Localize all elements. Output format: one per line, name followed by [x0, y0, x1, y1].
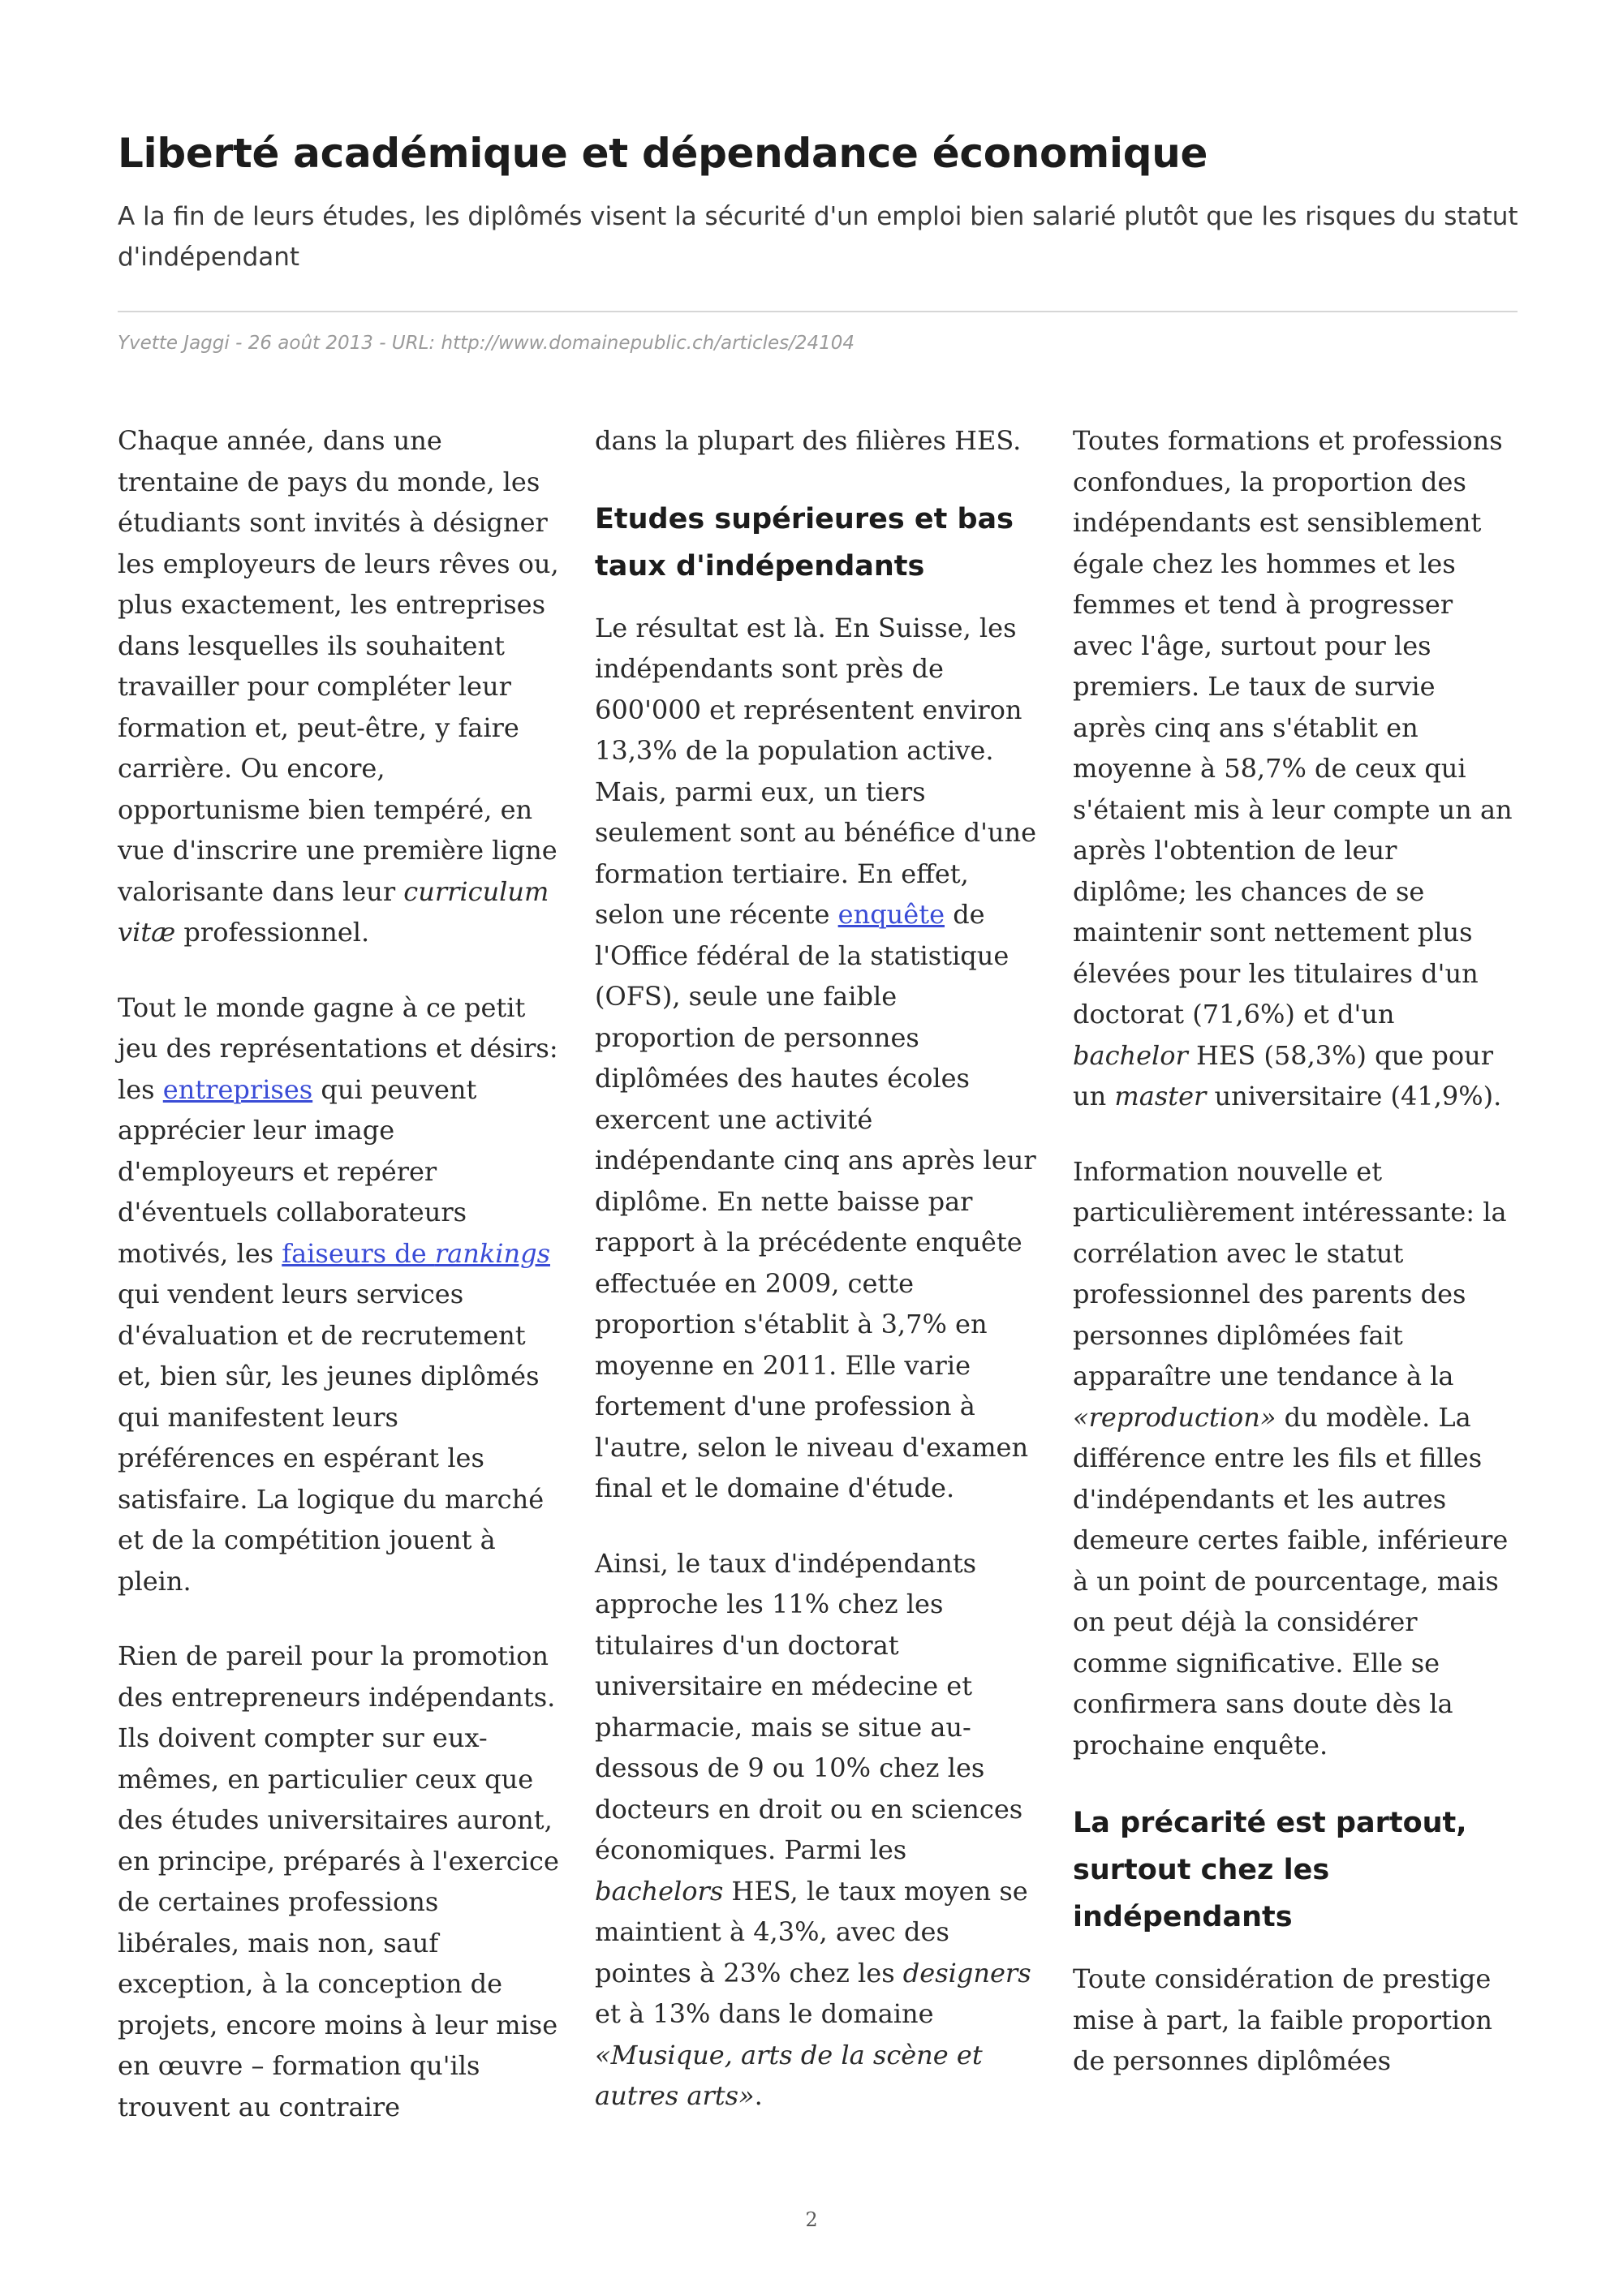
text-column-1	[118, 420, 560, 2161]
paragraph: Information nouvelle et particulièrement intéressante: la corrélation avec le statut professionnel des parents des personnes diplômées fait apparaître une tendance à la «reproduction» du modèle. La différence entre les fils et filles d'indépendants et les autres demeure certes faible, inférieure à un point de pourcentage, mais on peut déjà la considérer comme significative. Elle se confirmera sans doute dès la prochaine enquête.	[1073, 1155, 1509, 1761]
paragraph: Tout le monde gagne à ce petit jeu des représentations et désirs: les entreprises qui peuvent apprécier leur image d'employeurs et repérer d'éventuels collaborateurs motivés, les faiseurs de rankings qui vendent leurs services d'évaluation et de recrutement et, bien sûr, les jeunes diplômés qui manifestent leurs préférences en espérant les satisfaire. La logique du marché et de la compétition jouent à plein.	[118, 991, 558, 1597]
article-byline: Yvette Jaggi - 26 août 2013 - URL: http://www.domainepublic.ch/articles/24104	[118, 333, 855, 354]
link-entreprises[interactable]: entreprises	[162, 1073, 313, 1105]
link-enquete[interactable]: enquête	[837, 899, 945, 930]
paragraph: dans la plupart des filières HES.	[595, 425, 1022, 456]
emphasis: curriculum vitæ	[118, 875, 549, 948]
paragraph: Rien de pareil pour la promotion des entrepreneurs indépendants. Ils doivent compter sur eux-mêmes, en particulier ceux que des études universitaires auront, en principe, préparés à l'exercice de certaines professions libérales, mais non, sauf exception, à la conception de projets, encore moins à leur mise en œuvre – formation qu'ils trouvent au contraire	[118, 1640, 559, 2122]
link-faiseurs-de-rankings[interactable]: faiseurs de rankings	[282, 1237, 550, 1269]
paragraph: Toutes formations et professions confondues, la proportion des indépendants est sensiblement égale chez les hommes et les femmes et tend à progresser avec l'âge, surtout pour les premiers. Le taux de survie après cinq ans s'établit en moyenne à 58,7% de ceux qui s'étaient mis à leur compte un an après l'obtention de leur diplôme; les chances de se maintenir sont nettement plus élevées pour les titulaires d'un doctorat (71,6%) et d'un bachelor HES (58,3%) que pour un master universitaire (41,9%).	[1073, 425, 1513, 1111]
text-column-2	[595, 420, 1037, 2151]
paragraph: Toute considération de prestige mise à part, la faible proportion de personnes diplômées	[1073, 1963, 1492, 2076]
header-divider	[118, 311, 1518, 312]
paragraph: Ainsi, le taux d'indépendants approche les 11% chez les titulaires d'un doctorat universitaire en médecine et pharmacie, mais se situe au-dessous de 9 ou 10% chez les docteurs en droit ou en sciences économiques. Parmi les bachelors HES, le taux moyen se maintient à 4,3%, avec des pointes à 23% chez les designers et à 13% dans le domaine «Musique, arts de la scène et autres arts».	[595, 1547, 1031, 2111]
text-column-3	[1073, 420, 1515, 2116]
article-subtitle: A la fin de leurs études, les diplômés visent la sécurité d'un emploi bien salarié plutôt que les risques du statut d'indépendant	[118, 202, 1518, 272]
paragraph: Le résultat est là. En Suisse, les indépendants sont près de 600'000 et représentent environ 13,3% de la population active. Mais, parmi eux, un tiers seulement sont au bénéfice d'une formation tertiaire. En effet, selon une récente enquête de l'Office fédéral de la statistique (OFS), seule une faible proportion de personnes diplômées des hautes écoles exercent une activité indépendante cinq ans après leur diplôme. En nette baisse par rapport à la précédente enquête effectuée en 2009, cette proportion s'établit à 3,7% en moyenne en 2011. Elle varie fortement d'une profession à l'autre, selon le niveau d'examen final et le domaine d'étude.	[595, 612, 1037, 1503]
section-heading: La précarité est partout, surtout chez les indépendants	[1073, 1807, 1467, 1933]
article-title: Liberté académique et dépendance économique	[118, 130, 1208, 177]
paragraph: Chaque année, dans une trentaine de pays du monde, les étudiants sont invités à désigner les employeurs de leurs rêves ou, plus exactement, les entreprises dans lesquelles ils souhaitent travailler pour compléter leur formation et, peut-être, y faire carrière. Ou encore, opportunisme bien tempéré, en vue d'inscrire une première ligne valorisante dans leur curriculum vitæ professionnel.	[118, 425, 559, 948]
page-number: 2	[805, 2208, 818, 2231]
section-heading: Etudes supérieures et bas taux d'indépendants	[595, 502, 1014, 583]
